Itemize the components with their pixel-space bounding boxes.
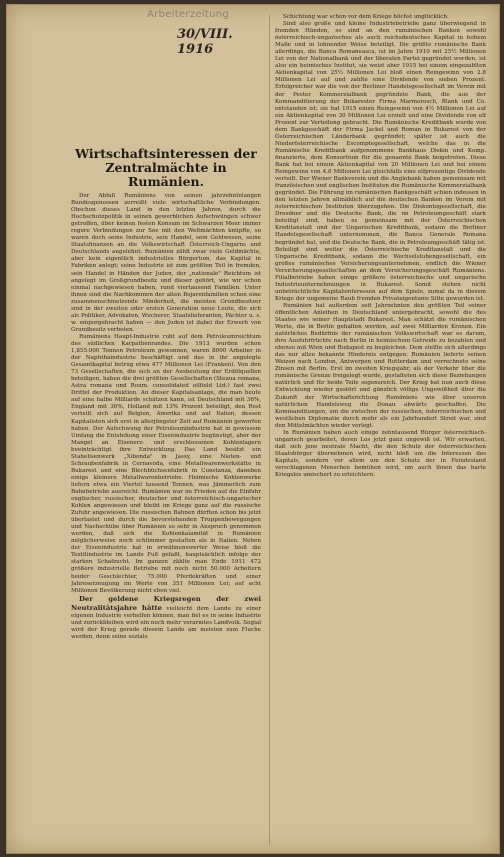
closing-text: vielleicht dem Lande zu einer eigenen Industrie verhelfen können, man fiel es in seine Industrie und zurückbleiben wird ein noch mehr verarmtes Landvolk. Sogial wird der Krieg gerade diesem Lande am meisten zum Fluche werden, denn seine soziale — [71, 605, 261, 640]
article-paragraph: Schichtung war schon vor dem Kriege höchst unglücklich. — [283, 14, 449, 20]
article-paragraph-closing — [71, 595, 261, 641]
handwritten-date: 30/VIII. 1916 — [177, 27, 233, 57]
article-right-column — [275, 14, 486, 852]
article-left-column — [71, 147, 261, 847]
article-headline: Wirtschaftsinteressen der Zentralmächte in Rumänien. — [75, 147, 257, 189]
article-paragraph: Rumänien hat außerdem seit Jahrzehnten den größten Teil seiner öffentlichen Anleihen in Deutschland untergebracht, sowohl die des Staates wie seiner Hauptstadt Bukarest. Man schätzt die rumänischen Werte, die in Berlin gehalten werden, auf zwei Milliarden Kronen. Ein natürliches Bedürfnis der rumänischen Volkswirtschaft war es darum, ihre Ausfuhrfrüchte nach Berlin in heimischem Getreide zu bezahlen und ebenso mit Wien und Budapest zu begleichen. Dem stellte sich allerdings das nur allzu bekannte Hindernis entgegen. Rumänien lieferte seinen Weizen nach London, Antwerpen und Rotterdam und verrechnete seine Zinsen mit Berlin. Erst im zweiten Kriegsjahr, als der Verkehr über die rumänische Grenze freigelegt wurde, gestalteten sich diese Beziehungen natürlich und für beide Teile segensreich. Der Krieg hat nun auch diese Entwicklung wieder gestört und gänzlich völlige Ungewißheit über die Zukunft der Wirtschaftsrichtung Rumäniens wie über unseren natürlichen Handelsweg die Donau abwärts geschaffen. Die Kommanditungen, um die zwischen der russischen, österreichischen und westlichen Diplomatie durch mehr als ein Jahrhundert Streit war, sind den Mittelmächten wieder verlegt. — [275, 302, 486, 429]
article-paragraph: In Rumänien haben auch einige zehntausend Bürger österreichisch-ungarisch gearbeitet, deren Los jetzt ganz ungewiß ist. Wir erwarten, daß sich jene neutrale Macht, die den Schutz der österreichischen Staatsbürger übernehmen wird, nicht bloß um die Interessen des Kapitals, sondern vor allem um den Schutz der in Feindesland verschlagenen Menschen bemühen wird, um auch ihnen das harte Kriegslos umischert zu erleichtern. — [275, 429, 486, 479]
newspaper-stamp: Arbeiterzeitung — [147, 9, 230, 20]
emphasis-phrase: Der geldene Kriegsregen der zwei Neutralitätsjahre hätte — [71, 594, 261, 612]
article-paragraph: Sind also große und kleine Industriebetriebe ganz überwiegend in fremden Händen, so sind an den rumänischen Banken sowohl österreichisch-ungarisches als auch reichsdeutsches Kapital in hohem Maße und in lohnender Weise beteiligt. Die größte rumänische Bank allerdings, die Banca Romaneasca, ist im Jahre 1910 mit 25½ Millionen Lei von der Nationalbank und der liberalen Partei gegründet worden, ist also ein heimisches Institut, sie weist aber 1915 bei einem eingezahlten Aktienkapital von 25½ Millionen Lei bloß einen Reingewinn von 2.8 Millionen Lei auf und zahlte eine Dividende von sieben Prozent. Erfolgreicher war die von der Berliner Handelsgesellschaft im Verein mit der Pester Kommerzialbank gegründete Bank, die aus der Kommanditierung der Bukarester Firma Marmorosch, Blank und Co. entstanden ist; sie hat 1915 einen Reingewinn von 4½ Millionen Lei auf ein Aktienkapital von 30 Millionen Lei erzielt und eine Dividende von elf Prozent zur Verteilung gebracht. Die Rumänische Kreditbank wurde von dem Bankgeschäft der Firma Jackel und Roman in Bukarest von der Österreichischen Länderbank gegründet; später ist auch die Niederösterreichische Escomptegesellschaft, welche das in die Rumänische Kreditbank aufgenommene Bankhaus Diskin und Komp. finanzierte, dem Konsortium für die genannte Bank beigetreten. Diese Bank hat bei einem Aktienkapital von 20 Millionen Lei und bei einem Reingewinn von 4.8 Millionen Lei gleichfalls eine elfprozentige Dividende verteilt. Der Wiener Bankverein und die Anglobank haben gemeinsam mit französischen und englischen Instituten die Rumänische Kommerzialbank gegründet. Die Führung im rumänischen Bankgeschäft schien indessen in den letzten Jahren allmählich auf die deutschen Banken im Verein mit österreichischen Instituten überzugehen. Die Diskontogesellschaft, die Dresdner und die Deutsche Bank, die im Petroleumgeschäft stark beteiligt sind, haben es gemeinsam mit der Österreichischen Kreditanstalt und der Ungarischen Kreditbank, sodann die Berliner Handelsgesellschaft unternommen, die Banca Generale Romana begründet hat, und die Deutsche Bank, die in Petroleumgeschäft tätig ist. Beteiligt sind weiter die Österreichische Kreditanstalt und die Ungarische Kreditbank, sodann die Wechselstubengesellschaft, ein großes rumänisches Versicherungsunternehmen, endlich die Wiener Versicherungsgesellschaften an dem Versicherungsgeschäft Rumäniens. Filialbetriebe haben einige größere österreichische und ungarische Industrieunternehmungen in Bukarest. Somit stehen nicht unbeträchtliche Kapitalsinteressen auf dem Spiele, zumal da in diesem Kriege der ungemeine Raub fremden Privateigentums Sitte geworden ist. — [275, 21, 486, 302]
article-paragraph: Rumäniens Haupt-Industrie ruht auf dem Petroleumreichtum des südlichen Karpathenrandes. Die 1913 wurden schon 1,855.000 Tonnen Petroleum gewonnen, waren 8000 Arbeiter in der Naphthaindustrie beschäftigt und das in ihr angelegte Gesamtkapital betrug etwa 477 Millionen Lei (Franken). Von den 73 Gesellschaften, die sich an der Ausbeutung der Erdölquellen beteiligen, haben die drei größten Gesellschaften (Steaua romana, Astra romana und Roum. consolidated oilfield Ltd.) fast zwei Drittel der Produktion. An dieser Kapitalsanlage, die man heute auf eine halbe Milliarde schätzen kann, ist Deutschland mit 36%, England mit 30%, Holland mit 13% Prozent beteiligt, den Rest verteilt sich auf Belgien, Amerika und auf Italien, dessen Kapitalisten sich erst in allerjüngster Zeit auf Rumänien geworfen haben. Der Aufschwung der Petroleumindustrie hat in gewissem Umfang die Entstehung einer Eisenindustrie begünstigt, aber der Mangel an Eisenerz- und erschlossenen Kohlenlagern beeinträchtigt ihre Entwicklung. Das Land besitzt ein Stahelisenwerk „Xibonda" in Jassy, eine Nieten- und Schraubenfabrik in Cernavoda, eine Metallwarenwerkstätte in Bukarest und eine Blechbüchsenfabrik in Constanza, daneben einige kleinere Metallwarenbetriebe. Heimische Kohlenwerke liefern etwa ein Viertel tausend Tonnen, was Jämmerlich zum Bahnbetriebe ausreicht. Rumänien war im Frieden auf die Einfuhr englischer, russischer, deutscher und österreichisch-ungarischer Kohlen angewiesen und bleibt im Kriege ganz auf die russische Zufuhr angewiesen. Die russischen Bahnen dürften schon bis jetzt überlastet und durch die bevorstehenden Truppenbewegungen und Nachschübe über Rumänien so sehr in Anspruch genommen werden, daß sich die Kohlenkalamität in Rumänien möglicherweise noch schlimmer gestalten als in Italien. Neben der Eisenindustrie hat in erwähnenswerter Weise bloß die Textilindustrie im Lande Fuß gefaßt, hauptsächlich infolge der starken Schafzucht. Im ganzen zählte man Ende 1911 472 größere industrielle Betriebe mit noch nicht 50.000 Arbeitern beider Geschlechter, 75.000 Pferdekräften und einer Jahreserzeugung im Werte von 351 Millionen Lei; auf acht Millionen Bevölkerung nicht eben viel. — [71, 333, 261, 594]
column-divider — [269, 15, 270, 845]
newspaper-clipping — [6, 4, 500, 854]
article-paragraph: Der Abfall Rumäniens von seinen jahrzehntelangen Bundesgenossen zerreißt viele wirtschaftliche Verbindungen. Obschon dieses Land in den letzten Jahren, durch die Hochschutzpolitik in seinen gewerblichen Aufschwüngen schwer getroffen, über keinen festen Konsum im Schwarzen Meer immer regere Verbindungen zur See mit den Weltmächten knüpfte, so waren doch seine Industrie, sein Handel, sein Geldwesen, seine Staatsfinanzen an die Volkswirtschaft Österreich-Ungarns und Deutschlands angelehnt. Rumänien zählt zwar viele Geldmächte, aber kein eigentlich industrielles Bürgertum, das Kapital in Fabriken anlegt; seine Industrie ist zum größten Teil in fremden, sein Handel in Händen der Juden, der „nationale" Reichtum ist angelegt im Großgrundbesitz und dieser gehört, wie wir schon einmal nachgewiesen haben, rund viertausend Familien. Unter ihnen sind die Nachkommen der alten Bojarenfamilien schon eine zusammenschmelzende Minderheit, die meisten Grundbesitzer sind in der zweiten oder ersten Generation neue Leute, die sich als Politiker, Advokaten, Wucherer, Staatslieferanten, Pächter u. s. w. emporgebracht haben — den Juden ist dabei der Erwerb von Grundbesitz verboten. — [71, 193, 261, 333]
